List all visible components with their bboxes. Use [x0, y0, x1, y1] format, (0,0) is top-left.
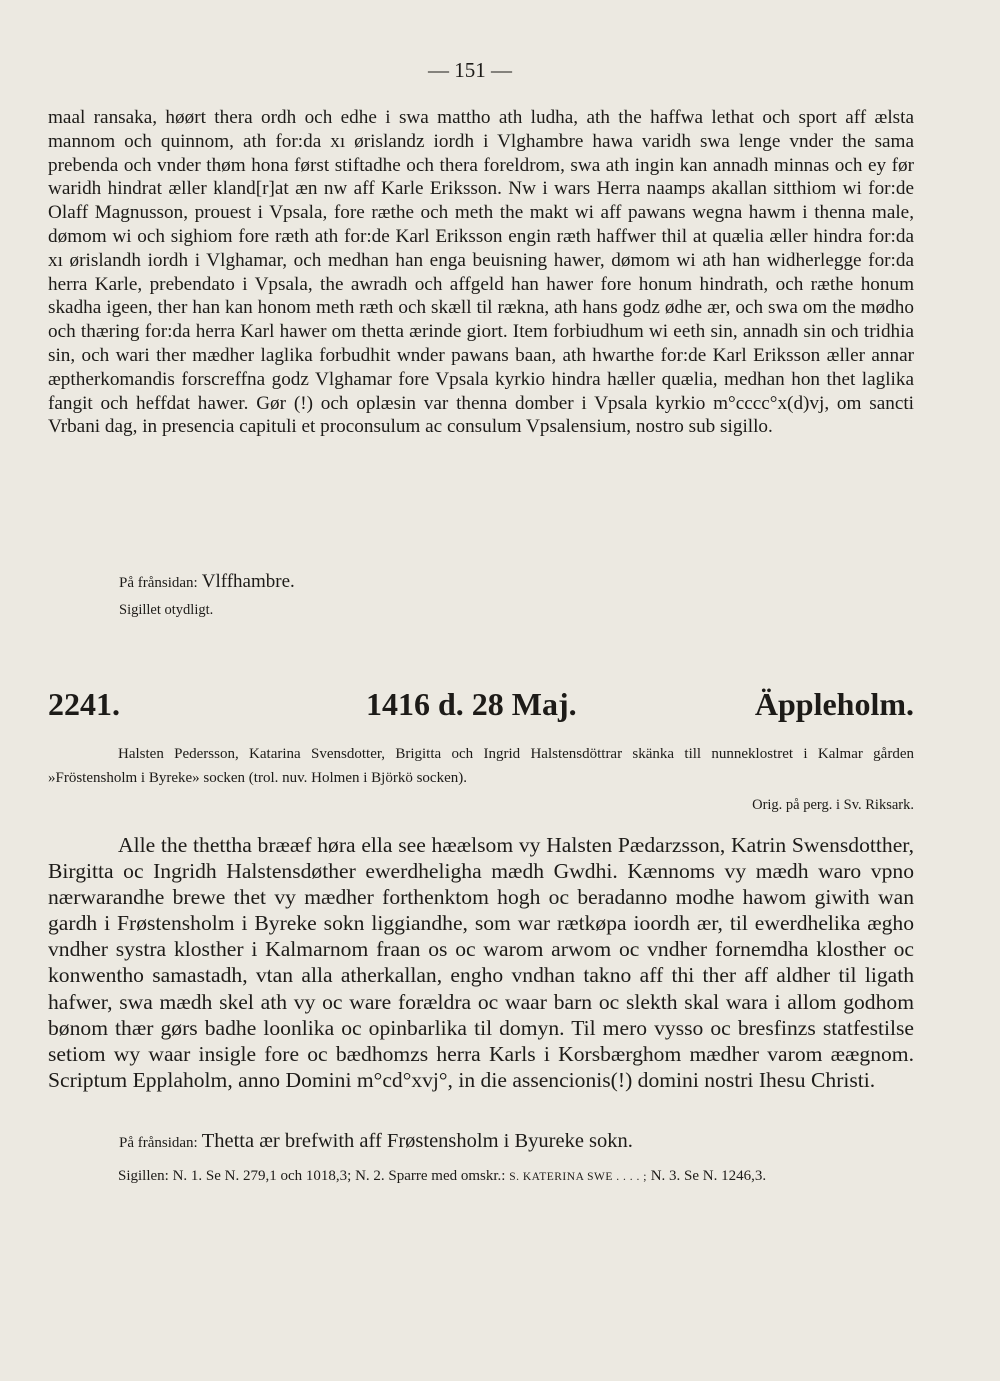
entry-header	[48, 684, 914, 724]
entry-summary: Halsten Pedersson, Katarina Svensdotter, Brigitta och Ingrid Halstensdöttrar skänka till nunneklostret i Kalmar gården »Fröstensholm i Byreke» socken (trol. nuv. Holmen i Björkö socken).	[48, 746, 914, 786]
charter-text	[48, 832, 914, 1093]
seals-text-a: Sigillen: N. 1. Se N. 279,1 och 1018,3; N. 2. Sparre med omskr.:	[118, 1168, 510, 1184]
seals-text-b: N. 3. Se N. 1246,3.	[646, 1168, 767, 1184]
reverse-note	[119, 571, 295, 593]
entry-date: 1416 d. 28 Maj.	[366, 686, 577, 722]
entry-source: Orig. på perg. i Sv. Riksark.	[752, 797, 914, 813]
charter-text-continued	[48, 106, 914, 439]
seal-note: Sigillet otydligt.	[119, 602, 214, 618]
entry-number: 2241.	[48, 686, 120, 722]
entry-place: Äppleholm.	[754, 686, 914, 722]
charter-paragraph: Alle the thettha brææf høra ella see hæælsom vy Halsten Pædarzsson, Katrin Swensdotther, Birgitta oc Ingridh Halstensdøther ewerdheligha mædh Gwdhi. Kænnoms vy mædh waro vpno nærwarandhe brewe thet vy mædher forthenktom hogh oc beradanno modhe hawom giwith wan gardh i Frøstensholm i Byreke sokn liggiandhe, som war rætkøpa ioordh ær, til ewerdhelika ægho vndher systra klosther i Kalmarnom fraan os oc warom arwom oc vndher fornemdha klosther oc konwentho samastadh, vtan alla atherkallan, engho vndhan takno aff thi ther aff aldher til ligath hafwer, swa mædh skel ath vy oc ware forældra oc waar barn oc slekth skal wara i allom godhom bønom thær gørs badhe loonlika oc opinbarlika til domyn. Til mero vysso oc bresfinzs statfestilse setiom wy waar insigle fore oc bædhomzs herra Karls i Korsbærghom mædher varom æægnom. Scriptum Epplaholm, anno Domini m°cd°xvj°, in die assencionis(!) domini nostri Ihesu Christi.	[48, 833, 914, 1092]
seal-inscription: S. KATERINA SWE . . . . ;	[509, 1171, 647, 1183]
charter-paragraph: maal ransaka, høørt thera ordh och edhe i swa mattho ath ludha, ath the haffwa lethat och sport aff ælsta mannom och quinnom, ath for:da xı ørislandz iordh i Vlghambre hawa varidh swa lenge vnder the sama prebenda och vnder thøm hona først stiftadhe och thera foreldrom, swa ath ingin kan annadh minnas och ey før waridh hindrat æller kland[r]at æn nw aff Karle Eriksson. Nw i wars Herra naamps akallan sitthiom wi for:de Olaff Magnusson, prouest i Vpsala, fore ræthe och meth the makt wi aff pawans wegna hawm i thenna male, dømom wi och sighiom fore ræth ath for:de Karl Eriksson engin ræth haffwer thil at quælia æller hindra for:da xı ørislandh iordh i Vlghamar, och medhan han enga beuisning hawer, dømom wi ath han widherlegge for:da herra Karle, prebendato i Vpsala, the awradh och affgeld han hawer fore honum hindrath, och ræthe honum skadha igeen, ther han kan honom meth ræth och skæll til rækna, ath hans godz ødhe ær, och swa om the mødho och thæring for:da herra Karl hawer om thetta ærinde giort. Item forbiudhum wi eeth sin, annadh sin och tridhia sin, och wari ther mædher laglika forbudhit wnder pawans baan, ath hwarthe for:de Karl Eriksson æller annar æptherkomandis forscreffna godz Vlghamar fore Vpsala kyrkio hindra hæller quælia, medhan hon thet laglika fangit och heffdat hawer. Gør (!) och oplæsin var thenna domber i Vpsala kyrkio m°cccc°x(d)vj, om sancti Vrbani dag, in presencia capituli et proconsulum ac consulum Vpsalensium, nostro sub sigillo.	[48, 107, 914, 438]
page-number: — 151 —	[428, 58, 512, 82]
seals-note	[48, 1164, 914, 1189]
reverse-label: På frånsidan:	[119, 1135, 198, 1151]
reverse-label: På frånsidan:	[119, 575, 198, 591]
reverse-text: Vlffhambre.	[201, 571, 295, 592]
reverse-text: Thetta ær brefwith aff Frøstensholm i Byureke sokn.	[201, 1130, 633, 1152]
reverse-note	[119, 1130, 633, 1153]
